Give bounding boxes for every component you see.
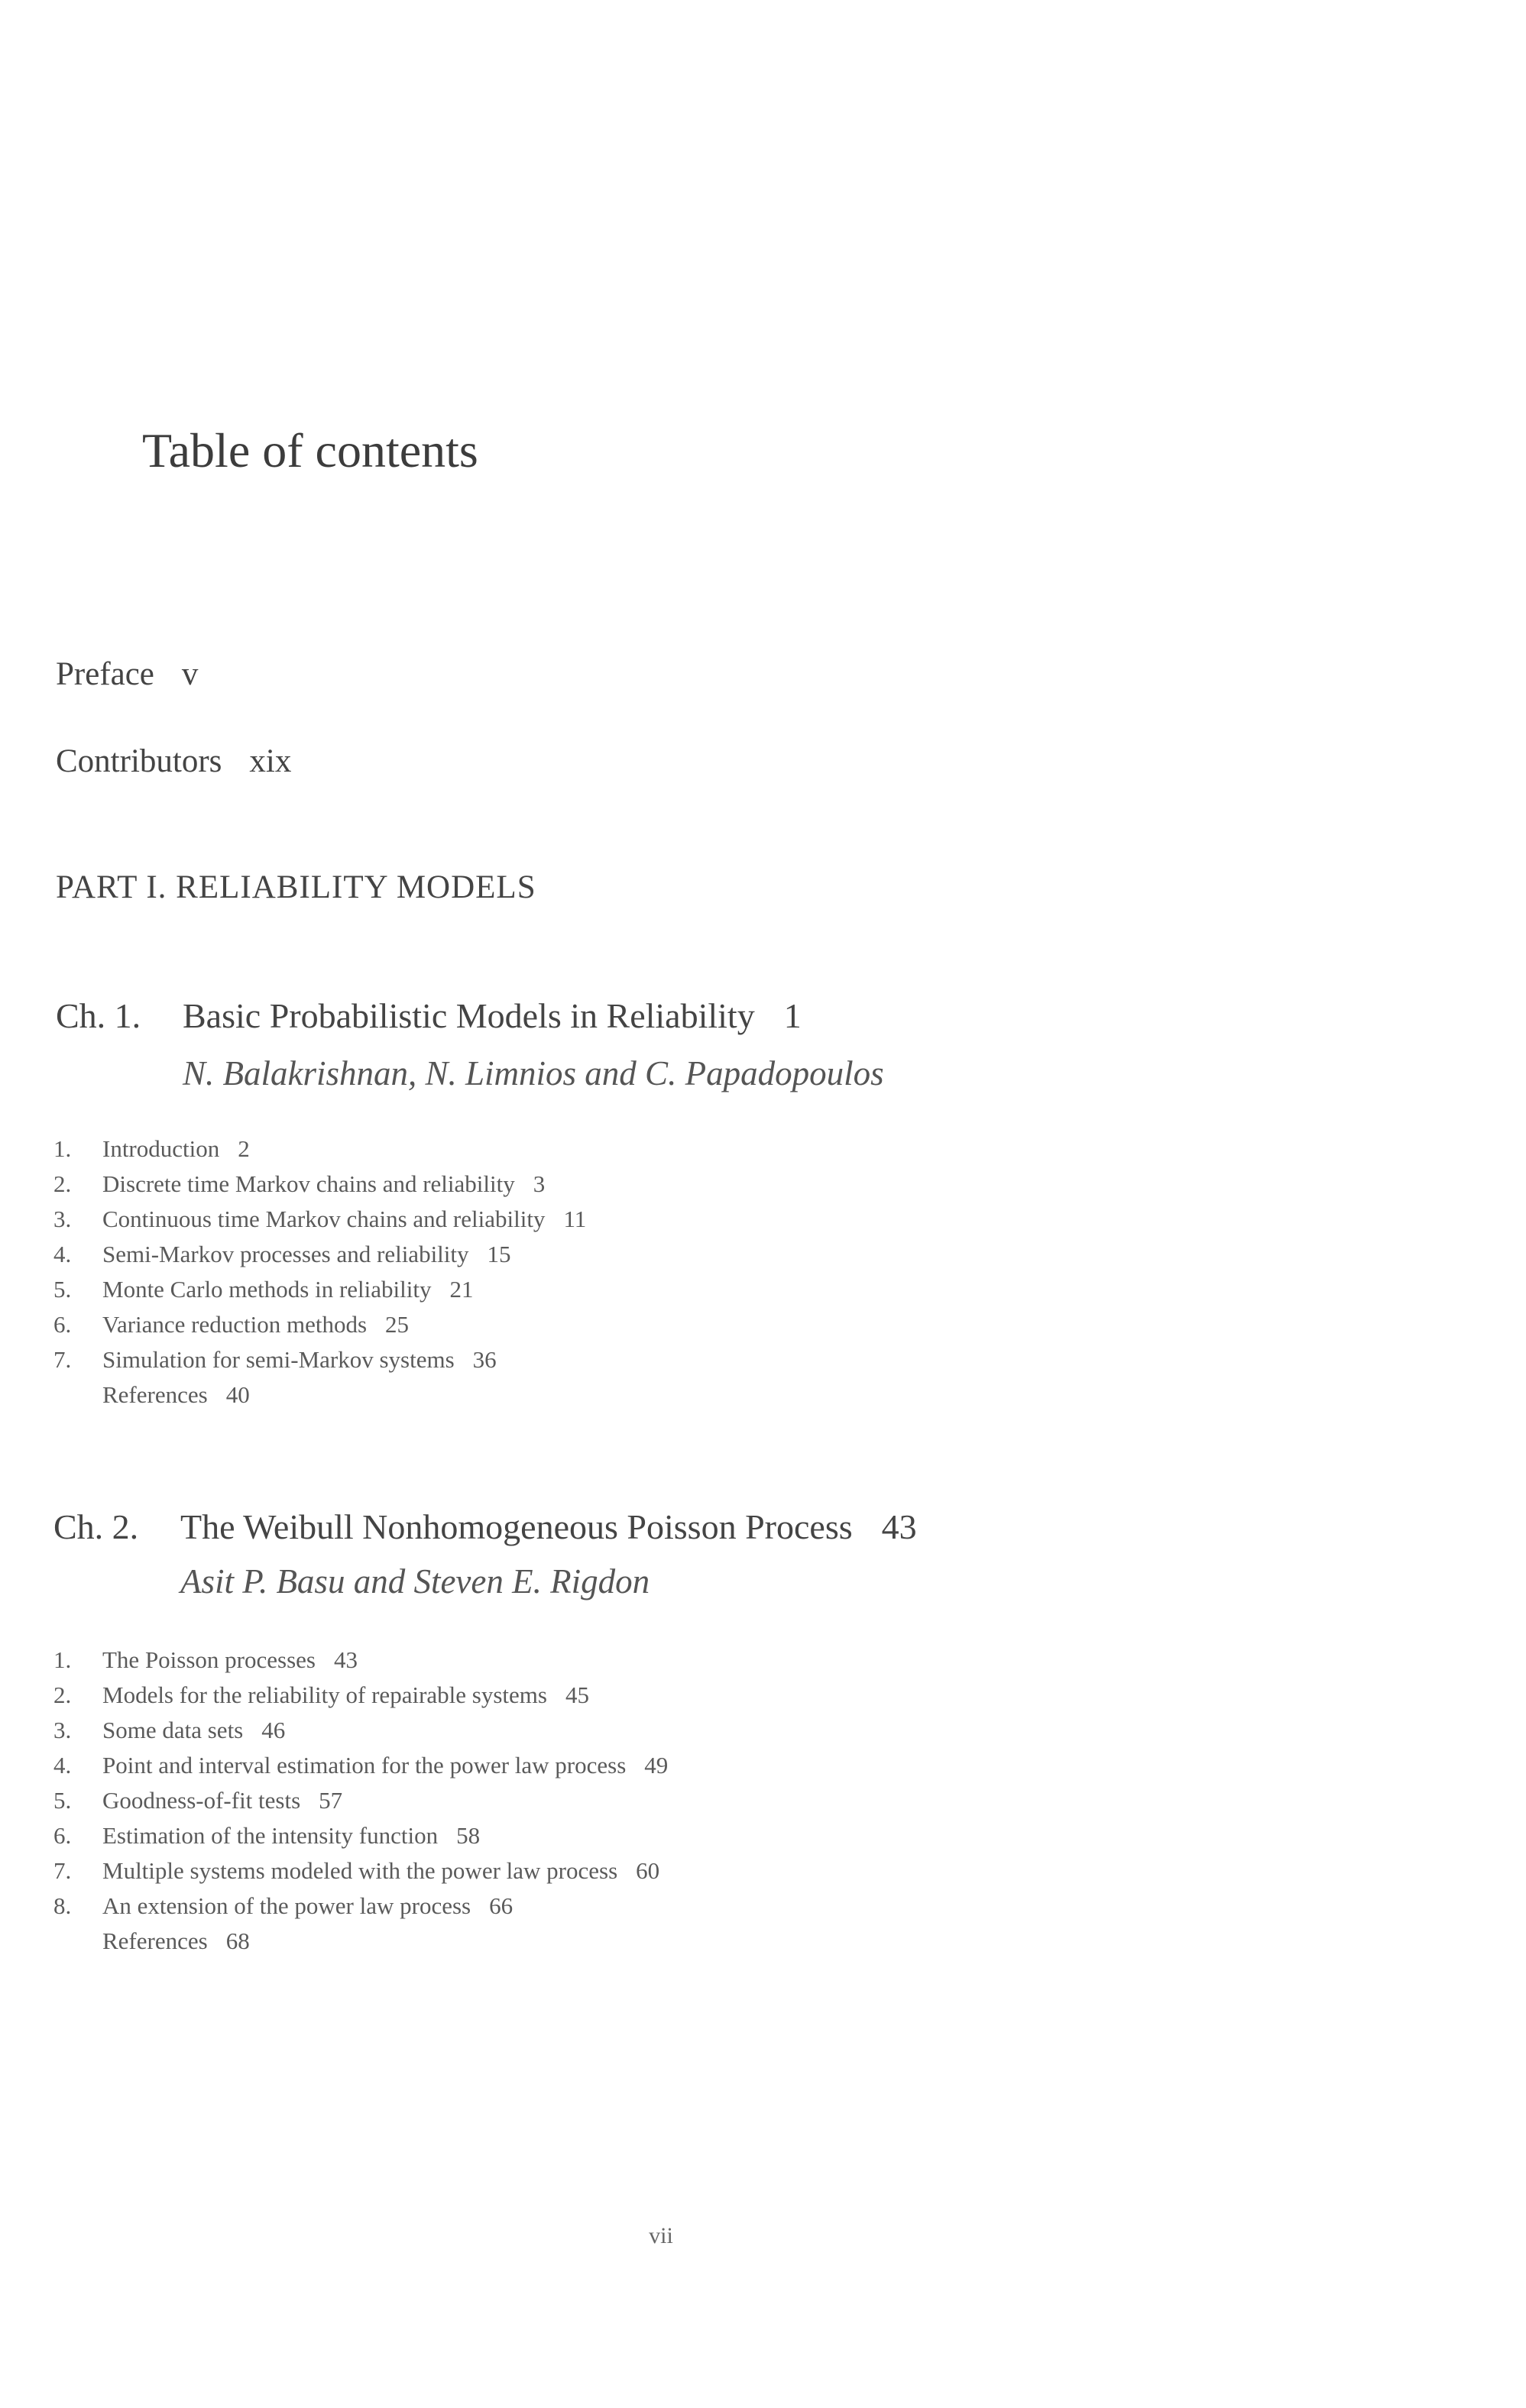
section-title: Point and interval estimation for the power law process — [102, 1752, 627, 1778]
section-title: Monte Carlo methods in reliability — [102, 1276, 432, 1303]
chapter-title: Basic Probabilistic Models in Reliability — [183, 996, 755, 1035]
section-entry[interactable] — [53, 1311, 409, 1338]
section-title: References — [102, 1927, 208, 1954]
section-number: 7. — [53, 1346, 72, 1373]
section-title: Semi-Markov processes and reliability — [102, 1241, 469, 1267]
section-page: 43 — [333, 1646, 358, 1673]
section-title: Variance reduction methods — [102, 1311, 368, 1338]
section-number: 6. — [53, 1822, 72, 1849]
section-entry[interactable] — [53, 1135, 250, 1163]
section-title: Continuous time Markov chains and reliability — [102, 1206, 546, 1232]
section-entry[interactable] — [53, 1206, 586, 1233]
section-entry[interactable] — [53, 1822, 480, 1850]
section-number: 5. — [53, 1276, 72, 1303]
section-page: 46 — [261, 1717, 286, 1743]
section-title: Goodness-of-fit tests — [102, 1787, 301, 1814]
section-title: An extension of the power law process — [102, 1892, 471, 1919]
section-page: 57 — [319, 1787, 343, 1814]
section-number: 2. — [53, 1170, 72, 1197]
section-entry-references[interactable] — [53, 1381, 250, 1409]
section-title: Simulation for semi-Markov systems — [102, 1346, 455, 1373]
section-page: 36 — [472, 1346, 497, 1373]
section-page: 60 — [636, 1857, 660, 1884]
entry-page: xix — [249, 743, 292, 779]
chapter-heading-2[interactable] — [53, 1507, 917, 1547]
section-number: 8. — [53, 1892, 72, 1919]
section-number: 3. — [53, 1717, 72, 1743]
entry-label: Contributors — [56, 743, 222, 779]
chapter-page: 43 — [881, 1507, 917, 1546]
toc-entry-preface[interactable] — [56, 655, 198, 693]
chapter-number: Ch. 2. — [53, 1507, 139, 1546]
page-number: vii — [649, 2223, 673, 2248]
section-entry[interactable] — [53, 1717, 285, 1744]
chapter-number: Ch. 1. — [56, 996, 141, 1035]
section-page: 2 — [238, 1135, 250, 1162]
section-page: 15 — [487, 1241, 511, 1267]
entry-page: v — [181, 656, 199, 692]
page-title: Table of contents — [142, 423, 478, 477]
section-number: 4. — [53, 1241, 72, 1267]
section-page: 49 — [644, 1752, 669, 1778]
section-page: 58 — [456, 1822, 481, 1849]
section-entry[interactable] — [53, 1681, 589, 1709]
section-page: 68 — [225, 1927, 250, 1954]
chapter-heading-1[interactable] — [56, 995, 802, 1036]
section-title: Introduction — [102, 1135, 220, 1162]
section-number: 7. — [53, 1857, 72, 1884]
section-entry[interactable] — [53, 1892, 513, 1920]
section-page: 40 — [225, 1381, 250, 1408]
section-title: Models for the reliability of repairable systems — [102, 1681, 547, 1708]
section-title: References — [102, 1381, 208, 1408]
section-page: 66 — [489, 1892, 514, 1919]
section-page: 3 — [533, 1170, 546, 1197]
chapter-authors-1: N. Balakrishnan, N. Limnios and C. Papadopoulos — [183, 1054, 884, 1092]
section-title: Discrete time Markov chains and reliability — [102, 1170, 515, 1197]
section-title: Estimation of the intensity function — [102, 1822, 439, 1849]
entry-label: Preface — [56, 656, 154, 692]
section-entry[interactable] — [53, 1346, 497, 1374]
section-page: 21 — [449, 1276, 474, 1303]
section-entry[interactable] — [53, 1170, 545, 1198]
part-heading: PART I. RELIABILITY MODELS — [56, 869, 536, 905]
section-entry[interactable] — [53, 1857, 659, 1885]
chapter-title: The Weibull Nonhomogeneous Poisson Process — [180, 1507, 853, 1546]
chapter-authors-2: Asit P. Basu and Steven E. Rigdon — [180, 1562, 650, 1600]
section-entry[interactable] — [53, 1787, 342, 1814]
section-page: 11 — [563, 1206, 587, 1232]
section-number: 1. — [53, 1135, 72, 1162]
section-entry[interactable] — [53, 1276, 474, 1303]
section-number: 1. — [53, 1646, 72, 1673]
section-title: Multiple systems modeled with the power law process — [102, 1857, 618, 1884]
section-page: 45 — [565, 1681, 589, 1708]
section-number: 6. — [53, 1311, 72, 1338]
section-page: 25 — [385, 1311, 410, 1338]
section-number: 5. — [53, 1787, 72, 1814]
section-title: Some data sets — [102, 1717, 244, 1743]
section-entry[interactable] — [53, 1646, 358, 1674]
section-entry[interactable] — [53, 1241, 511, 1268]
section-number: 4. — [53, 1752, 72, 1778]
toc-entry-contributors[interactable] — [56, 743, 291, 780]
section-entry-references[interactable] — [53, 1927, 250, 1955]
section-title: The Poisson processes — [102, 1646, 316, 1673]
section-entry[interactable] — [53, 1752, 668, 1779]
chapter-page: 1 — [783, 996, 802, 1035]
section-number: 3. — [53, 1206, 72, 1232]
section-number: 2. — [53, 1681, 72, 1708]
